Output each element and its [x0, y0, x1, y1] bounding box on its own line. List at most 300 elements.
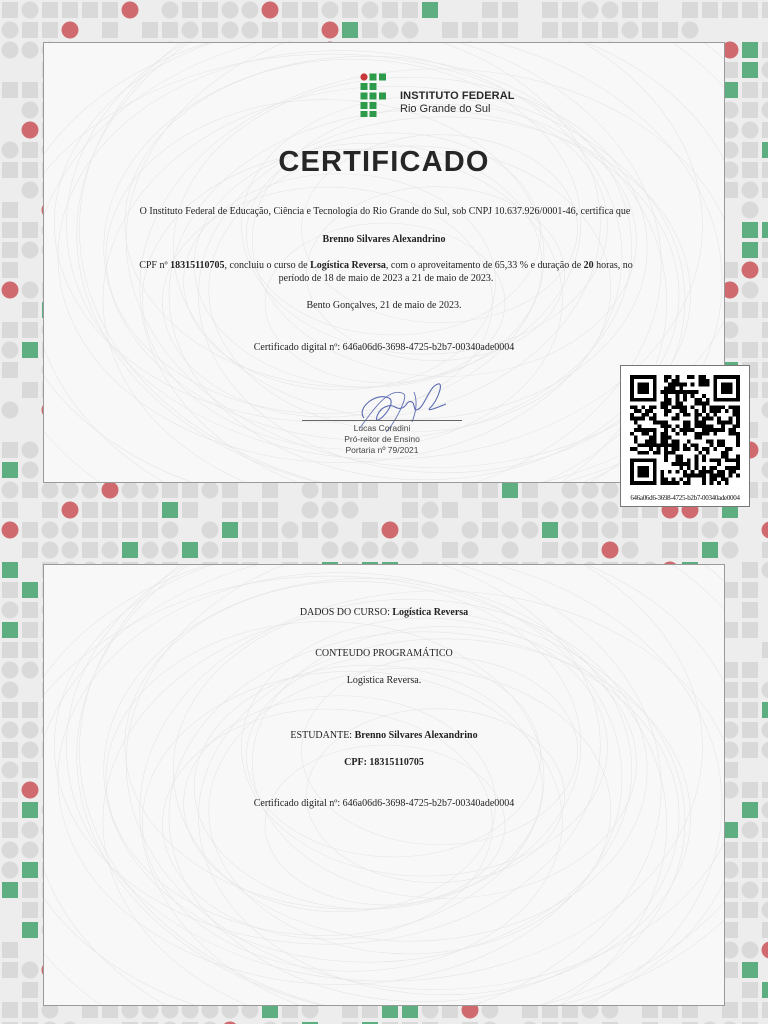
- qr-module: [713, 375, 717, 379]
- qr-module: [683, 421, 687, 425]
- qr-module: [664, 436, 668, 440]
- qr-module: [653, 436, 657, 440]
- bg-tile-green: [742, 42, 758, 58]
- qr-module: [664, 443, 668, 447]
- qr-module: [710, 466, 714, 470]
- bg-tile-gray: [242, 502, 258, 518]
- qr-module: [710, 474, 714, 478]
- qr-module: [664, 447, 668, 451]
- bg-tile-gray: [762, 842, 768, 858]
- signer-name: Lucas Coradini: [353, 423, 411, 433]
- qr-module: [736, 466, 740, 470]
- qr-module: [717, 481, 721, 485]
- bg-tile-gray: [2, 2, 18, 18]
- qr-module: [702, 405, 706, 409]
- qr-module: [630, 447, 634, 451]
- qr-module: [649, 436, 653, 440]
- qr-module: [645, 439, 649, 443]
- bg-tile-red: [22, 782, 39, 799]
- qr-module: [668, 443, 672, 447]
- qr-module: [683, 470, 687, 474]
- qr-module: [687, 474, 691, 478]
- bg-tile-gray: [762, 902, 768, 919]
- qr-module: [672, 417, 676, 421]
- qr-module: [721, 451, 725, 455]
- bg-tile-gray: [762, 402, 768, 419]
- qr-module: [736, 394, 740, 398]
- bg-tile-gray: [22, 102, 39, 119]
- bg-tile-gray: [22, 382, 38, 398]
- qr-module: [702, 481, 706, 485]
- qr-module: [721, 424, 725, 428]
- qr-module: [713, 458, 717, 462]
- qr-module: [736, 390, 740, 394]
- qr-module: [638, 451, 642, 455]
- bg-tile-gray: [762, 42, 768, 58]
- qr-module: [721, 421, 725, 425]
- bg-tile-gray: [742, 882, 759, 899]
- bg-tile-green: [22, 802, 38, 818]
- qr-module: [694, 432, 698, 436]
- bg-tile-gray: [602, 482, 619, 499]
- bg-tile-green: [742, 802, 758, 818]
- bg-tile-gray: [22, 162, 38, 178]
- institution-campus: Rio Grande do Sul: [400, 103, 491, 115]
- bg-tile-gray: [2, 22, 19, 39]
- bg-tile-gray: [742, 662, 758, 678]
- qr-module: [649, 375, 653, 379]
- qr-module: [645, 432, 649, 436]
- guilloche-watermark: [44, 565, 724, 1005]
- bg-tile-gray: [282, 522, 299, 539]
- qr-module: [694, 409, 698, 413]
- qr-module: [676, 398, 680, 402]
- bg-tile-green: [2, 882, 18, 898]
- qr-code-icon[interactable]: [630, 375, 740, 485]
- qr-module: [710, 481, 714, 485]
- qr-module: [702, 455, 706, 459]
- bg-tile-gray: [42, 2, 58, 18]
- bg-tile-gray: [22, 762, 38, 778]
- bg-tile-gray: [702, 522, 719, 539]
- bg-tile-gray: [102, 2, 118, 18]
- qr-module: [676, 424, 680, 428]
- qr-module: [634, 439, 638, 443]
- qr-module: [676, 379, 680, 383]
- bg-tile-green: [742, 62, 758, 78]
- qr-module: [649, 398, 653, 402]
- guilloche-ring: [265, 745, 505, 905]
- qr-module: [694, 455, 698, 459]
- bg-tile-gray: [742, 862, 758, 878]
- qr-module: [668, 402, 672, 406]
- bg-tile-green: [422, 2, 438, 18]
- qr-module: [702, 466, 706, 470]
- qr-module: [676, 470, 680, 474]
- bg-tile-gray: [142, 502, 158, 518]
- bg-tile-gray: [202, 482, 219, 499]
- bg-tile-gray: [382, 22, 399, 39]
- qr-module: [638, 443, 642, 447]
- bg-tile-gray: [322, 542, 339, 559]
- qr-module: [653, 386, 657, 390]
- qr-module: [736, 439, 740, 443]
- bg-tile-gray: [542, 542, 558, 558]
- bg-tile-red: [262, 2, 279, 19]
- bg-tile-gray: [2, 862, 19, 879]
- qr-module: [634, 428, 638, 432]
- qr-module: [660, 405, 664, 409]
- bg-tile-green: [542, 522, 558, 538]
- qr-module: [630, 432, 634, 436]
- qr-module: [687, 458, 691, 462]
- bg-tile-gray: [742, 622, 758, 638]
- bg-tile-gray: [22, 142, 38, 158]
- qr-module: [725, 409, 729, 413]
- qr-module: [664, 421, 668, 425]
- qr-module: [657, 451, 661, 455]
- bg-tile-gray: [242, 522, 258, 538]
- qr-module: [645, 375, 649, 379]
- qr-module: [725, 451, 729, 455]
- bg-tile-gray: [742, 722, 758, 738]
- qr-module: [691, 390, 695, 394]
- qr-module: [721, 474, 725, 478]
- bg-tile-gray: [2, 242, 18, 258]
- bg-tile-green: [702, 542, 718, 558]
- qr-module: [710, 439, 714, 443]
- qr-module: [732, 409, 736, 413]
- qr-module: [672, 447, 676, 451]
- qr-module: [736, 398, 740, 402]
- qr-module: [649, 409, 653, 413]
- qr-module: [668, 375, 672, 379]
- bg-tile-gray: [682, 22, 699, 39]
- qr-module: [713, 394, 717, 398]
- qr-module: [717, 405, 721, 409]
- syllabus-content: Logistica Reversa.: [346, 675, 422, 686]
- qr-module: [653, 432, 657, 436]
- qr-module: [721, 455, 725, 459]
- bg-tile-gray: [362, 2, 379, 19]
- course-hours: 20: [583, 260, 594, 271]
- bg-tile-gray: [482, 2, 498, 18]
- bg-tile-gray: [2, 42, 19, 59]
- bg-tile-red: [322, 22, 339, 39]
- qr-module: [664, 458, 668, 462]
- qr-module: [713, 386, 717, 390]
- qr-module: [638, 458, 642, 462]
- qr-module: [698, 474, 702, 478]
- qr-module: [634, 375, 638, 379]
- qr-module: [653, 417, 657, 421]
- qr-module: [672, 428, 676, 432]
- bg-tile-gray: [22, 1002, 38, 1018]
- qr-module: [668, 409, 672, 413]
- qr-code-box[interactable]: [620, 365, 750, 507]
- bg-tile-red: [62, 22, 79, 39]
- qr-module: [676, 443, 680, 447]
- digital-certificate-number: Certificado digital nº: 646a06d6-3698-4725-b2b7-00340ade0004: [253, 342, 515, 353]
- qr-module: [717, 417, 721, 421]
- bg-tile-gray: [222, 502, 238, 518]
- qr-module: [679, 462, 683, 466]
- student-name: Brenno Silvares Alexandrino: [322, 234, 446, 245]
- bg-tile-gray: [142, 482, 159, 499]
- signature-line: [302, 420, 462, 421]
- bg-tile-red: [22, 122, 39, 139]
- qr-module: [653, 390, 657, 394]
- qr-module: [736, 443, 740, 447]
- bg-tile-gray: [22, 742, 39, 759]
- qr-module: [698, 413, 702, 417]
- qr-module: [702, 375, 706, 379]
- qr-module: [641, 428, 645, 432]
- qr-module: [729, 447, 733, 451]
- guilloche-ring: [44, 565, 661, 1005]
- qr-module: [706, 413, 710, 417]
- bg-tile-gray: [2, 582, 18, 598]
- bg-tile-gray: [2, 662, 19, 679]
- qr-module: [687, 428, 691, 432]
- bg-tile-red: [2, 522, 19, 539]
- qr-module: [630, 390, 634, 394]
- bg-tile-gray: [202, 2, 218, 18]
- qr-module: [679, 402, 683, 406]
- bg-tile-gray: [122, 482, 139, 499]
- bg-tile-green: [22, 862, 38, 878]
- qr-module: [676, 394, 680, 398]
- bg-tile-green: [762, 702, 768, 718]
- qr-module: [645, 466, 649, 470]
- syllabus-heading: CONTEUDO PROGRAMÁTICO: [315, 648, 453, 659]
- bg-tile-gray: [742, 202, 759, 219]
- bg-tile-gray: [762, 122, 768, 138]
- bg-tile-gray: [482, 522, 498, 538]
- student-cpf: 18315110705: [369, 757, 424, 768]
- qr-module: [638, 481, 642, 485]
- bg-tile-gray: [2, 942, 18, 958]
- qr-module: [713, 466, 717, 470]
- qr-module: [664, 390, 668, 394]
- bg-tile-gray: [22, 662, 39, 679]
- bg-tile-gray: [42, 22, 58, 38]
- bg-tile-gray: [662, 22, 678, 38]
- bg-tile-gray: [442, 22, 458, 38]
- bg-tile-gray: [742, 742, 758, 758]
- qr-module: [645, 386, 649, 390]
- qr-module: [634, 447, 638, 451]
- qr-module: [653, 474, 657, 478]
- qr-module: [676, 413, 680, 417]
- qr-module: [653, 458, 657, 462]
- bg-tile-gray: [762, 682, 768, 699]
- qr-module: [653, 481, 657, 485]
- qr-module: [638, 386, 642, 390]
- qr-module: [630, 398, 634, 402]
- qr-module: [698, 436, 702, 440]
- qr-module: [713, 379, 717, 383]
- qr-module: [641, 474, 645, 478]
- qr-module: [664, 375, 668, 379]
- qr-module: [732, 413, 736, 417]
- bg-tile-gray: [742, 342, 758, 358]
- qr-module: [638, 417, 642, 421]
- qr-module: [691, 428, 695, 432]
- qr-module: [641, 375, 645, 379]
- qr-module: [683, 390, 687, 394]
- qr-module: [729, 390, 733, 394]
- bg-tile-green: [182, 542, 198, 558]
- qr-module: [683, 474, 687, 478]
- qr-module: [676, 402, 680, 406]
- qr-module: [698, 398, 702, 402]
- bg-tile-gray: [762, 382, 768, 398]
- qr-module: [638, 383, 642, 387]
- bg-tile-gray: [2, 142, 19, 159]
- qr-module: [660, 474, 664, 478]
- qr-module: [725, 458, 729, 462]
- bg-tile-gray: [502, 542, 519, 559]
- qr-module: [725, 398, 729, 402]
- bg-tile-gray: [762, 462, 768, 479]
- qr-module: [641, 405, 645, 409]
- bg-tile-gray: [22, 982, 38, 998]
- bg-tile-gray: [2, 682, 19, 699]
- qr-module: [698, 470, 702, 474]
- bg-tile-gray: [622, 22, 639, 39]
- qr-module: [679, 390, 683, 394]
- qr-module: [645, 413, 649, 417]
- bg-tile-gray: [222, 542, 238, 558]
- qr-module: [653, 462, 657, 466]
- guilloche-ring: [194, 665, 542, 909]
- bg-tile-gray: [762, 162, 768, 178]
- qr-module: [641, 451, 645, 455]
- qr-module: [736, 424, 740, 428]
- digital-certificate-number: Certificado digital nº: 646a06d6-3698-4725-b2b7-00340ade0004: [253, 798, 515, 809]
- qr-module: [706, 432, 710, 436]
- qr-module: [653, 383, 657, 387]
- qr-module: [653, 451, 657, 455]
- bg-tile-gray: [762, 542, 768, 558]
- qr-module: [676, 417, 680, 421]
- qr-module: [710, 458, 714, 462]
- qr-module: [683, 462, 687, 466]
- qr-module: [638, 470, 642, 474]
- qr-module: [653, 477, 657, 481]
- bg-tile-gray: [2, 402, 19, 419]
- bg-tile-gray: [742, 822, 759, 839]
- qr-module: [687, 462, 691, 466]
- bg-tile-gray: [762, 242, 768, 258]
- bg-tile-gray: [742, 582, 758, 598]
- bg-tile-gray: [362, 482, 378, 498]
- bg-tile-gray: [742, 682, 758, 698]
- bg-tile-green: [342, 22, 358, 38]
- bg-tile-gray: [2, 742, 18, 758]
- course-data-line: [44, 606, 724, 619]
- qr-module: [698, 421, 702, 425]
- qr-module: [630, 462, 634, 466]
- bg-tile-gray: [602, 522, 619, 539]
- guilloche-ring: [58, 573, 622, 985]
- bg-tile-gray: [182, 2, 198, 18]
- bg-tile-gray: [262, 502, 278, 518]
- bg-tile-gray: [2, 842, 19, 859]
- bg-tile-gray: [302, 2, 318, 18]
- bg-tile-gray: [722, 542, 739, 559]
- bg-tile-gray: [742, 302, 758, 318]
- qr-module: [725, 481, 729, 485]
- qr-module: [729, 474, 733, 478]
- bg-tile-gray: [442, 542, 458, 558]
- bg-tile-gray: [422, 522, 439, 539]
- bg-tile-green: [502, 482, 518, 498]
- qr-module: [725, 383, 729, 387]
- bg-tile-gray: [642, 22, 658, 38]
- qr-module: [694, 417, 698, 421]
- qr-module: [717, 470, 721, 474]
- qr-module: [641, 443, 645, 447]
- bg-tile-red: [102, 482, 119, 499]
- bg-tile-gray: [2, 962, 18, 978]
- bg-tile-gray: [702, 2, 718, 18]
- bg-tile-gray: [142, 522, 158, 538]
- bg-tile-gray: [342, 502, 359, 519]
- bg-tile-gray: [382, 542, 399, 559]
- qr-module: [660, 481, 664, 485]
- qr-module: [645, 470, 649, 474]
- bg-tile-gray: [742, 282, 759, 299]
- qr-module: [660, 436, 664, 440]
- bg-tile-gray: [142, 22, 158, 38]
- signer-ordinance: Portaria nº 79/2021: [345, 445, 419, 455]
- qr-module: [706, 398, 710, 402]
- bg-tile-gray: [2, 1002, 18, 1018]
- bg-tile-gray: [22, 282, 39, 299]
- qr-module: [630, 375, 634, 379]
- bg-tile-gray: [282, 2, 298, 18]
- bg-tile-gray: [562, 482, 579, 499]
- qr-module: [672, 481, 676, 485]
- qr-module: [721, 398, 725, 402]
- qr-module: [694, 398, 698, 402]
- qr-module: [664, 424, 668, 428]
- qr-module: [732, 405, 736, 409]
- bg-tile-gray: [562, 502, 579, 519]
- qr-module: [679, 386, 683, 390]
- qr-module: [672, 477, 676, 481]
- qr-module: [683, 424, 687, 428]
- qr-module: [710, 470, 714, 474]
- bg-tile-green: [222, 522, 238, 538]
- qr-module: [736, 474, 740, 478]
- guilloche-ring: [79, 565, 724, 1005]
- bg-tile-gray: [82, 522, 98, 538]
- bg-tile-gray: [742, 82, 758, 98]
- qr-module: [717, 428, 721, 432]
- qr-module: [694, 458, 698, 462]
- qr-module: [668, 470, 672, 474]
- qr-module: [634, 481, 638, 485]
- qr-module: [664, 481, 668, 485]
- bg-tile-gray: [162, 2, 179, 19]
- bg-tile-gray: [202, 522, 219, 539]
- guilloche-ring: [126, 565, 724, 990]
- qr-module: [698, 383, 702, 387]
- qr-module: [683, 447, 687, 451]
